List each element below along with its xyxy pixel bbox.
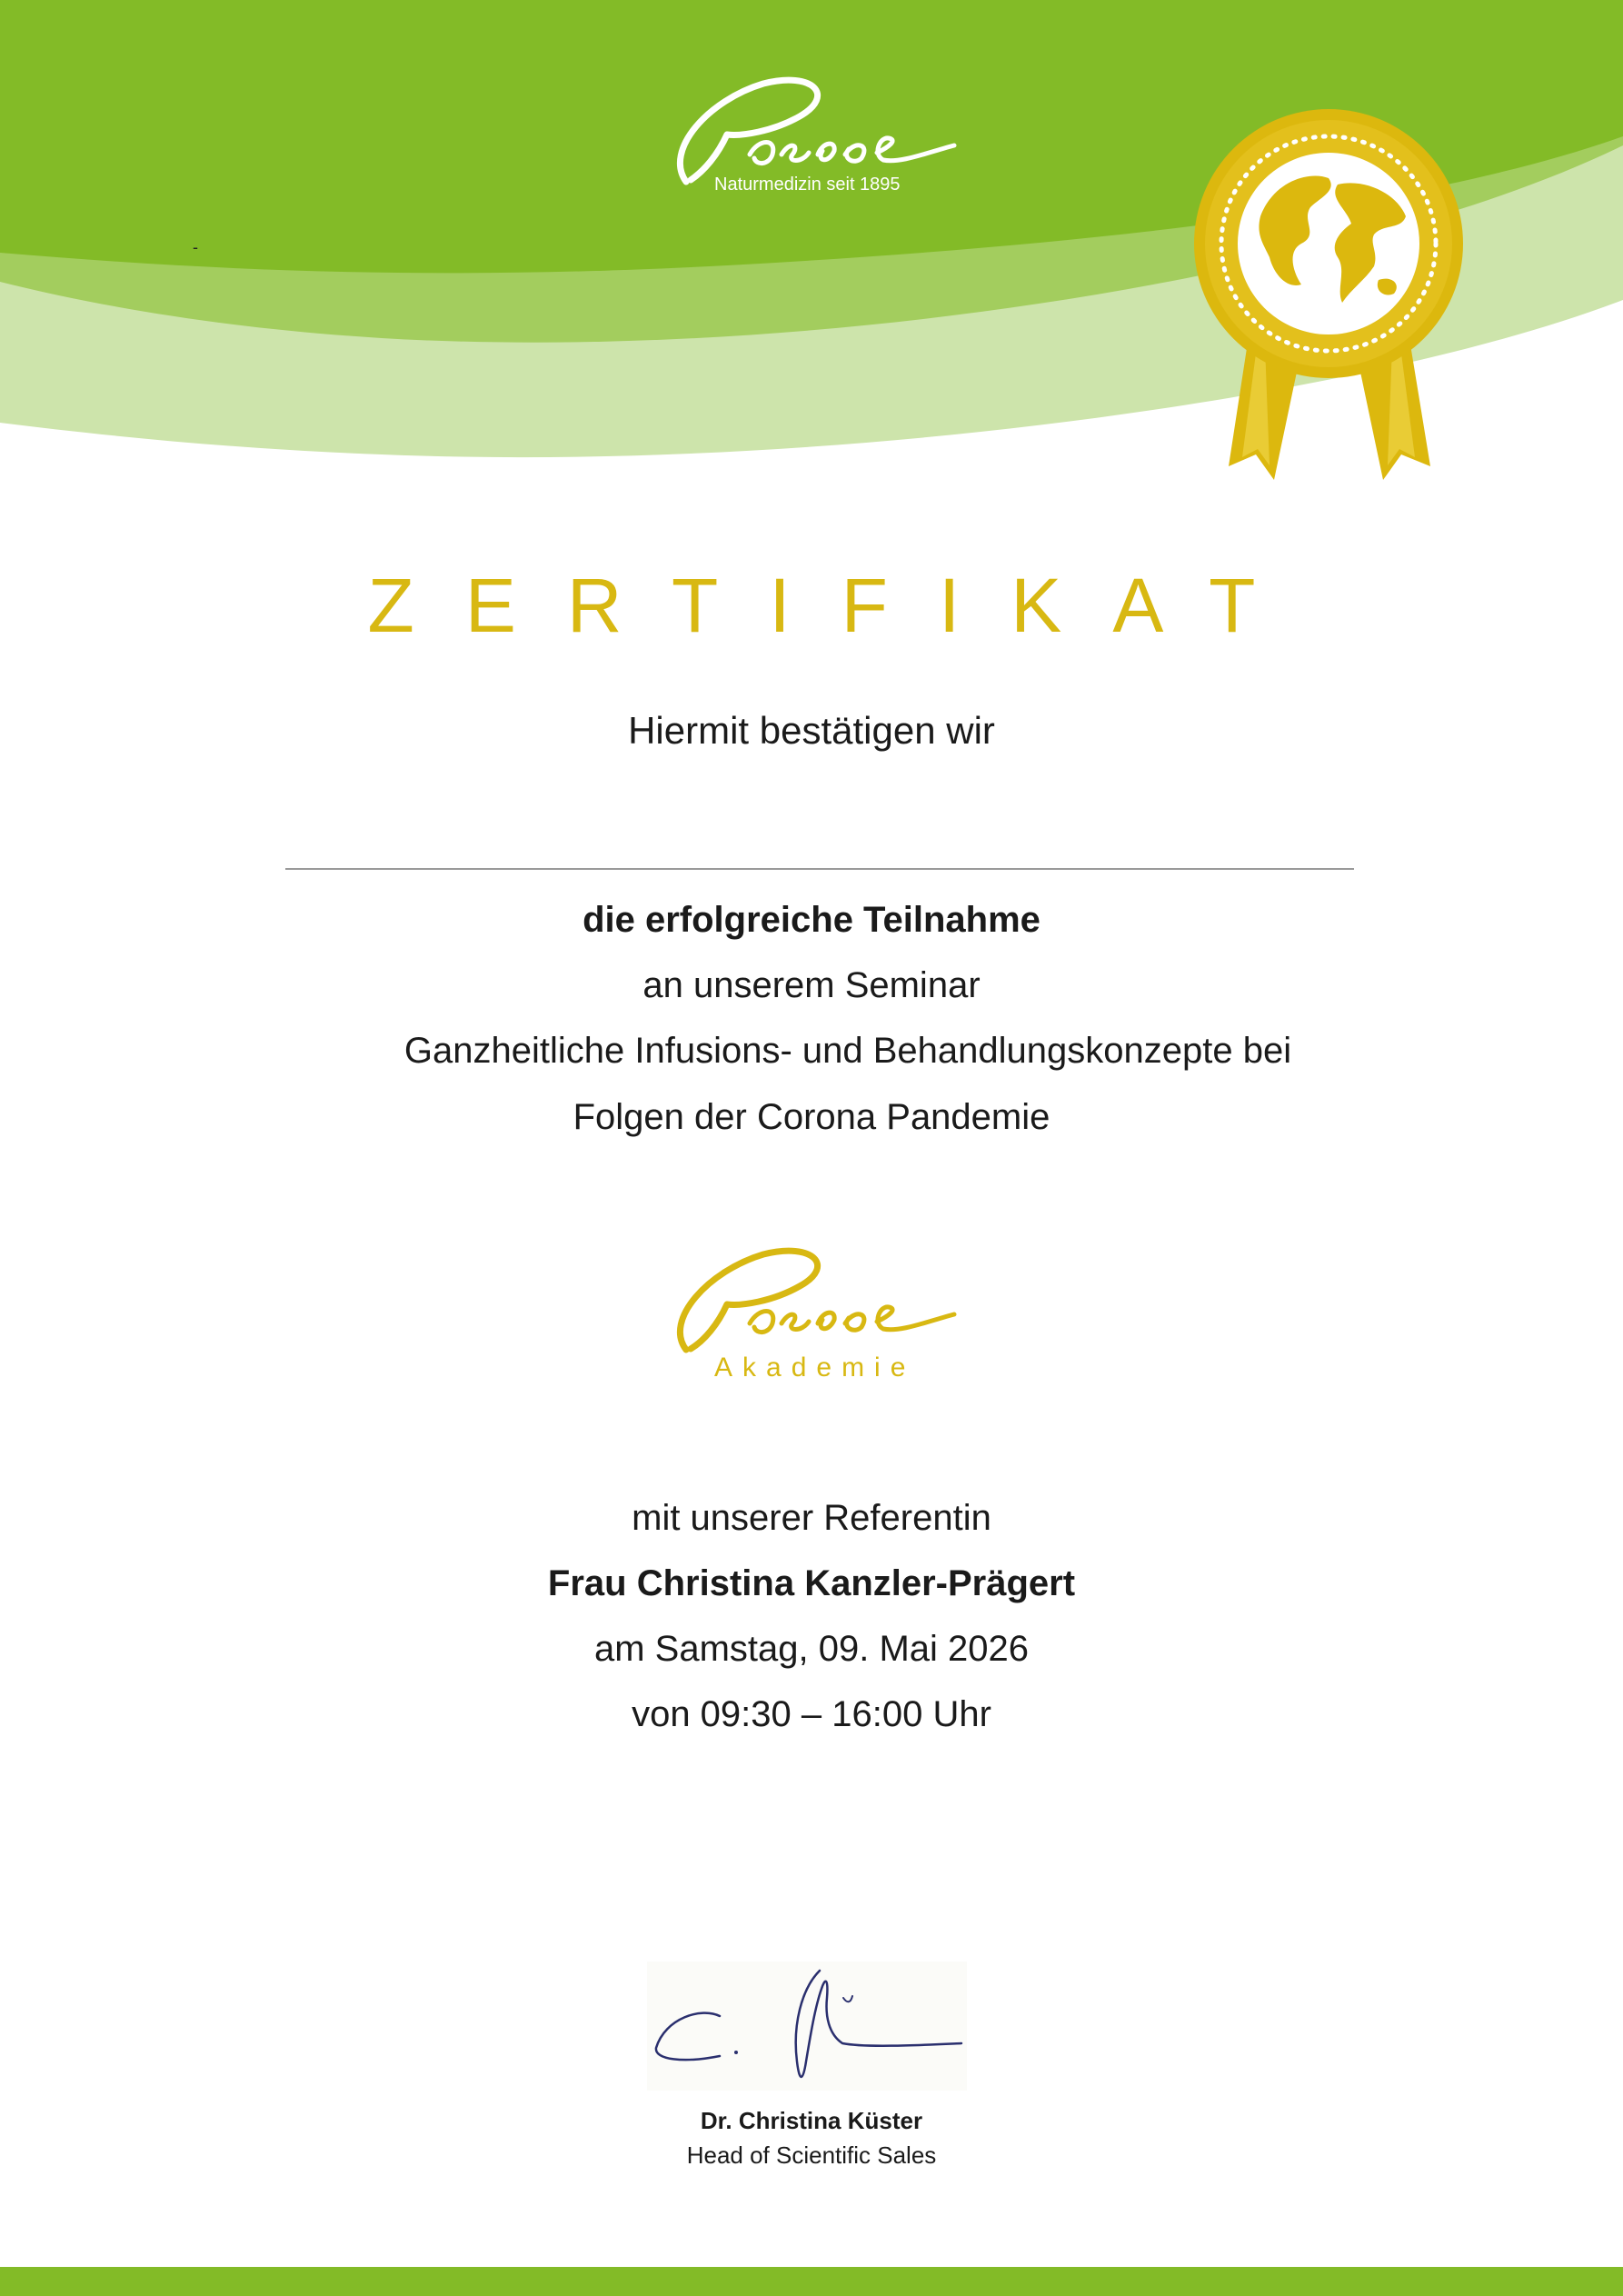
seminar-intro: an unserem Seminar [642, 965, 981, 1005]
pascoe-logo [654, 64, 963, 191]
seminar-title-line2: Folgen der Corona Pandemie [573, 1097, 1050, 1137]
handwritten-signature [647, 1962, 967, 2091]
participation-text: die erfolgreiche Teilnahme [582, 900, 1041, 940]
logo-tagline: Naturmedizin seit 1895 [714, 175, 901, 195]
footer-bar [0, 2267, 1623, 2296]
confirmation-text: Hiermit bestätigen wir [628, 709, 995, 752]
speaker-name: Frau Christina Kanzler-Prägert [547, 1563, 1076, 1603]
globe-seal-icon [1192, 107, 1465, 489]
speaker-intro: mit unserer Referentin [632, 1498, 991, 1538]
seminar-time: von 09:30 – 16:00 Uhr [632, 1694, 991, 1734]
pascoe-akademie-logo [654, 1236, 963, 1354]
akademie-subtitle: Akademie [714, 1353, 916, 1383]
seminar-title-line1: Ganzheitliche Infusions- und Behandlungskonzepte bei [403, 1031, 1292, 1071]
participant-name-line [285, 868, 1354, 870]
certificate-title: ZERTIFIKAT [367, 563, 1307, 648]
seminar-date: am Samstag, 09. Mai 2026 [593, 1629, 1030, 1669]
signer-name: Dr. Christina Küster [700, 2107, 923, 2134]
signer-title: Head of Scientific Sales [686, 2141, 937, 2169]
small-mark: - [193, 238, 198, 256]
